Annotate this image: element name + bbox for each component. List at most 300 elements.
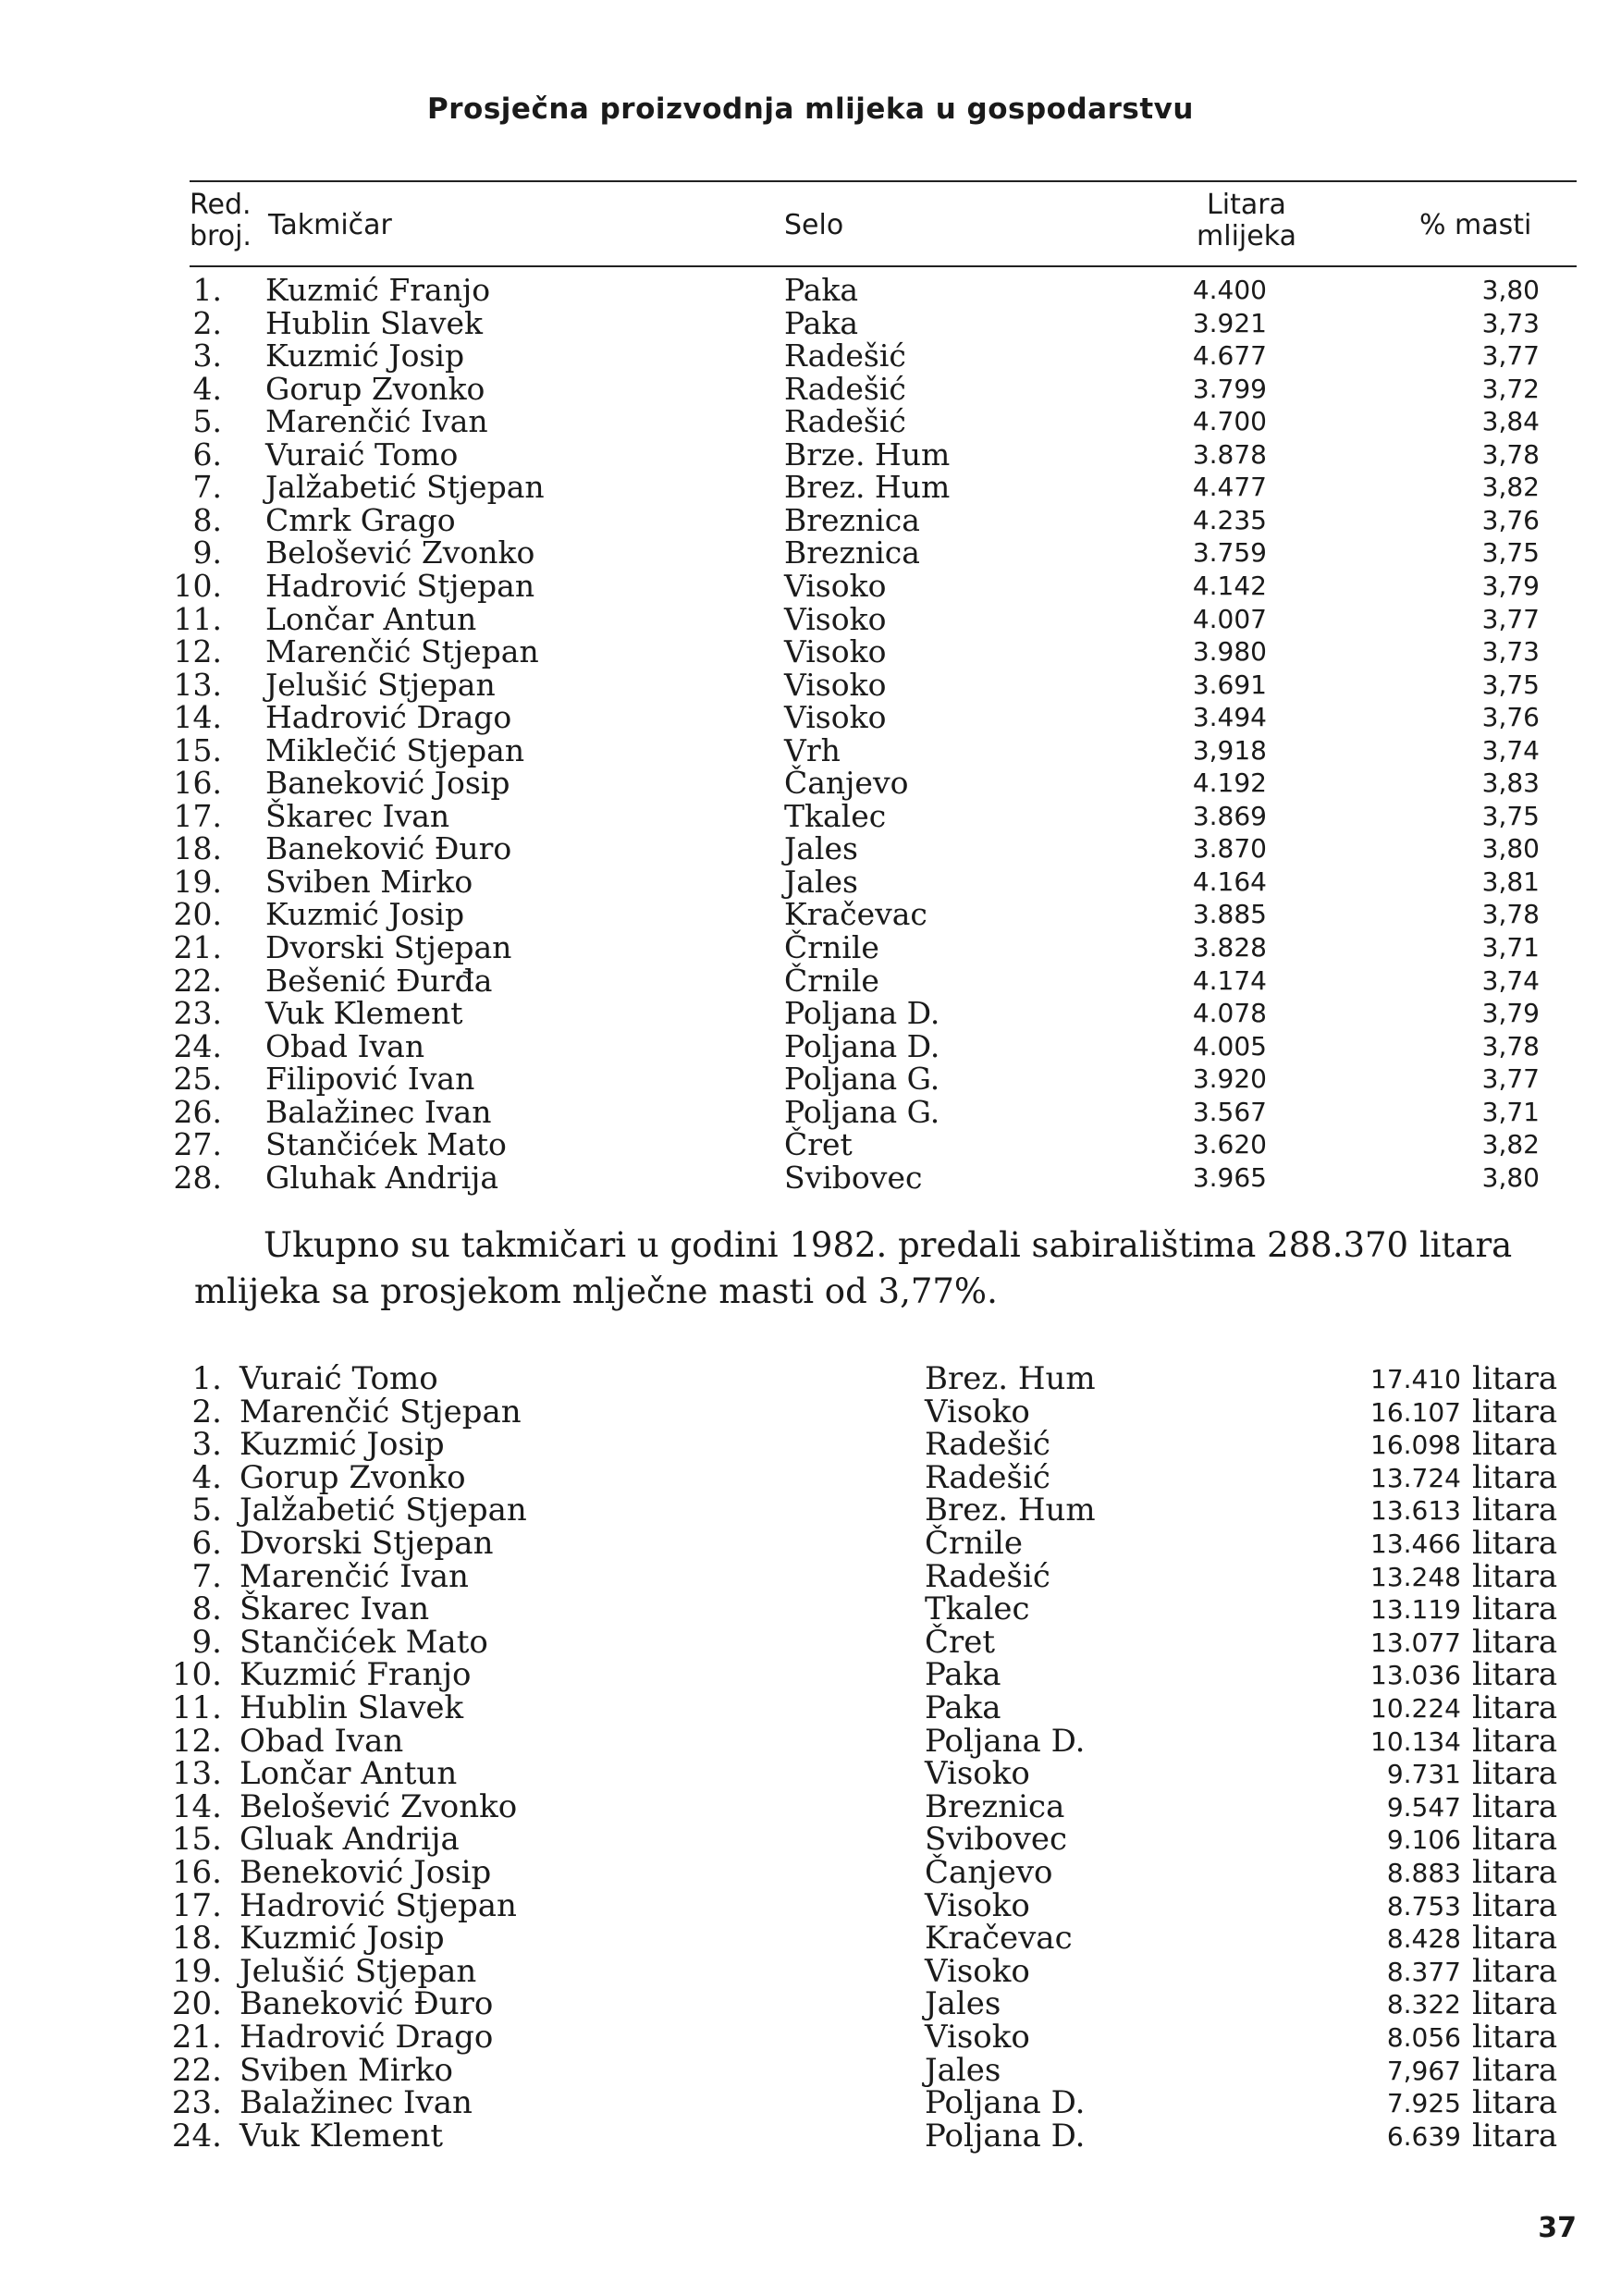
- col-header-selo: Selo: [784, 209, 844, 241]
- litres-value: 17.410: [1370, 1364, 1461, 1394]
- table-row: [0, 1922, 1621, 1956]
- page-title: Prosječna proizvodnja mlijeka u gospodarstvu: [427, 92, 1194, 126]
- table-row: [0, 832, 1621, 866]
- table-row: [0, 1062, 1621, 1096]
- competitor-name: Stančićek Mato: [265, 1126, 507, 1163]
- village-name: Čanjevo: [925, 1854, 1053, 1891]
- litres-value: 16.107: [1370, 1396, 1461, 1428]
- row-number: 5.: [191, 1492, 222, 1529]
- row-number: 8.: [192, 501, 222, 538]
- fat-percent: 3,74: [1481, 964, 1540, 996]
- col-header-red-broj-line1: Red.: [190, 189, 252, 221]
- village-name: Poljana G.: [784, 1061, 940, 1098]
- competitor-name: Miklеčić Stjepan: [265, 731, 525, 768]
- row-number: 24.: [171, 2117, 222, 2155]
- fat-percent: 3,74: [1481, 734, 1540, 766]
- village-name: Kračevac: [784, 896, 927, 933]
- competitor-name: Belošević Zvonko: [265, 534, 535, 571]
- litres-value: 3,918: [1192, 734, 1267, 766]
- competitor-name: Jalžabetić Stjepan: [239, 1492, 527, 1529]
- row-number: 10.: [173, 567, 222, 604]
- competitor-name: Vuk Klement: [265, 995, 463, 1032]
- litres-value: 10.134: [1370, 1725, 1461, 1757]
- litres-unit: litara: [1472, 1886, 1558, 1924]
- litres-value: 4.142: [1192, 570, 1267, 601]
- table-row: [0, 1823, 1621, 1857]
- row-number: 5.: [192, 403, 222, 440]
- row-number: 6.: [192, 436, 222, 473]
- fat-percent: 3,80: [1481, 1161, 1540, 1193]
- table-row: [0, 1393, 1621, 1430]
- row-number: 14.: [173, 699, 222, 736]
- row-number: 17.: [173, 797, 222, 834]
- fat-percent: 3,72: [1481, 373, 1540, 404]
- row-number: 7.: [192, 469, 222, 506]
- fat-percent: 3,78: [1481, 899, 1540, 930]
- row-number: 16.: [171, 1854, 222, 1891]
- fat-percent: 3,84: [1481, 406, 1540, 437]
- village-name: Svibovec: [925, 1821, 1067, 1859]
- row-number: 11.: [171, 1689, 222, 1726]
- row-number: 27.: [173, 1126, 222, 1163]
- table-row: [0, 1689, 1621, 1726]
- village-name: Visoko: [925, 1952, 1030, 1990]
- village-name: Čret: [784, 1126, 853, 1163]
- table-row: [0, 1093, 1621, 1130]
- table-row: [0, 1787, 1621, 1825]
- competitor-name: Sviben Mirko: [265, 863, 473, 900]
- fat-percent: 3,71: [1481, 932, 1540, 963]
- table-row: [0, 931, 1621, 964]
- competitor-name: Vuk Klement: [239, 2117, 444, 2155]
- village-name: Brze. Hum: [784, 436, 951, 473]
- litres-value: 13.119: [1370, 1594, 1461, 1626]
- litres-value: 6.639: [1386, 2120, 1461, 2152]
- village-name: Paka: [925, 1656, 1001, 1694]
- fat-percent: 3,71: [1481, 1096, 1540, 1127]
- litres-unit: litara: [1472, 1590, 1558, 1628]
- fat-percent: 3,77: [1481, 603, 1540, 634]
- litres-unit: litara: [1472, 1985, 1558, 2023]
- summary-paragraph: Ukupno su takmičari u godini 1982. predali sabiralištima 288.370 litara mlijeka sa prosjekom mlječne masti od 3,77%.: [194, 1225, 1513, 1311]
- row-number: 10.: [171, 1656, 222, 1694]
- row-number: 26.: [173, 1093, 222, 1130]
- col-header-red-broj: [190, 190, 252, 252]
- village-name: Poljana D.: [784, 1027, 940, 1064]
- litres-value: 4.235: [1192, 504, 1267, 535]
- fat-percent: 3,80: [1481, 275, 1540, 305]
- village-name: Visoko: [784, 600, 887, 637]
- header-bottom-rule: [190, 265, 1577, 267]
- litres-value: 3.494: [1192, 702, 1267, 733]
- row-number: 14.: [171, 1787, 222, 1825]
- competitor-name: Gluhak Andrija: [265, 1159, 499, 1196]
- table-row: [0, 1128, 1621, 1161]
- competitor-name: Sviben Mirko: [239, 2051, 453, 2089]
- village-name: Paka: [925, 1689, 1001, 1726]
- table-row: [0, 1985, 1621, 2023]
- competitor-name: Marenčić Ivan: [239, 1557, 469, 1595]
- page-number: 37: [1538, 2212, 1577, 2244]
- competitor-name: Vuraić Tomo: [265, 436, 459, 473]
- row-number: 2.: [192, 304, 222, 341]
- col-header-masti: % masti: [1419, 209, 1532, 241]
- litres-value: 3.980: [1192, 636, 1267, 668]
- village-name: Tkalec: [784, 797, 887, 834]
- litres-value: 8.428: [1386, 1923, 1461, 1955]
- competitor-name: Hadrović Stjepan: [265, 567, 535, 604]
- village-name: Radešić: [784, 370, 906, 407]
- competitor-name: Beneković Josip: [239, 1854, 492, 1891]
- row-number: 8.: [191, 1590, 222, 1628]
- fat-percent: 3,73: [1481, 307, 1540, 338]
- row-number: 11.: [173, 600, 222, 637]
- row-number: 7.: [191, 1557, 222, 1595]
- row-number: 9.: [191, 1623, 222, 1661]
- table-row: [0, 2021, 1621, 2055]
- row-number: 19.: [173, 863, 222, 900]
- litres-unit: litara: [1472, 1426, 1558, 1464]
- fat-percent: 3,80: [1481, 833, 1540, 865]
- litres-unit: litara: [1472, 1557, 1558, 1595]
- village-name: Visoko: [925, 2019, 1030, 2056]
- row-number: 1.: [191, 1360, 222, 1397]
- litres-value: 3.885: [1192, 899, 1267, 930]
- litres-value: 3.567: [1192, 1096, 1267, 1127]
- village-name: Paka: [784, 272, 859, 308]
- competitor-name: Škarec Ivan: [239, 1590, 430, 1628]
- village-name: Svibovec: [784, 1159, 923, 1196]
- village-name: Poljana D.: [925, 2117, 1086, 2155]
- fat-percent: 3,79: [1481, 570, 1540, 601]
- table-row: [0, 2051, 1621, 2089]
- litres-value: 13.613: [1370, 1495, 1461, 1527]
- table-row: [0, 536, 1621, 570]
- row-number: 23.: [173, 995, 222, 1032]
- table-row: [0, 567, 1621, 604]
- row-number: 3.: [191, 1426, 222, 1464]
- row-number: 17.: [171, 1886, 222, 1924]
- row-number: 21.: [173, 929, 222, 965]
- row-number: 23.: [171, 2084, 222, 2122]
- competitor-name: Lončar Antun: [239, 1755, 458, 1793]
- competitor-name: Jelušić Stjepan: [265, 666, 496, 703]
- table-row: [0, 2117, 1621, 2155]
- row-number: 1.: [192, 272, 222, 308]
- village-name: Čret: [925, 1623, 996, 1661]
- village-name: Radešić: [925, 1557, 1050, 1595]
- village-name: Paka: [784, 304, 859, 341]
- litres-value: 8.322: [1386, 1989, 1461, 2020]
- competitor-name: Kuzmić Josip: [239, 1920, 445, 1958]
- table-row: [0, 501, 1621, 538]
- row-number: 12.: [171, 1722, 222, 1760]
- village-name: Visoko: [925, 1886, 1030, 1924]
- table-row: [0, 1722, 1621, 1760]
- village-name: Visoko: [925, 1393, 1030, 1430]
- col-header-red-broj-line2: broj.: [190, 220, 252, 252]
- village-name: Poljana D.: [925, 2084, 1086, 2122]
- table-row: [0, 370, 1621, 407]
- litres-unit: litara: [1472, 1755, 1558, 1793]
- table-row: [0, 1755, 1621, 1793]
- litres-unit: litara: [1472, 1393, 1558, 1430]
- fat-percent: 3,82: [1481, 472, 1540, 503]
- row-number: 4.: [191, 1458, 222, 1496]
- table-row: [0, 731, 1621, 768]
- litres-value: 8.753: [1386, 1890, 1461, 1922]
- village-name: Visoko: [784, 633, 887, 670]
- litres-value: 8.377: [1386, 1956, 1461, 1987]
- col-header-litara: [1163, 190, 1330, 252]
- competitor-name: Stančićek Mato: [239, 1623, 488, 1661]
- row-number: 12.: [173, 633, 222, 670]
- village-name: Visoko: [925, 1755, 1030, 1793]
- litres-value: 4.677: [1192, 340, 1267, 372]
- row-number: 22.: [173, 962, 222, 999]
- row-number: 18.: [173, 830, 222, 867]
- row-number: 3.: [192, 338, 222, 374]
- table-row: [0, 1161, 1621, 1195]
- competitor-name: Baneković Đuro: [265, 830, 512, 867]
- litres-value: 4.400: [1192, 275, 1267, 305]
- village-name: Jales: [784, 863, 858, 900]
- col-header-litara-line2: mlijeka: [1197, 220, 1296, 252]
- table-row: [0, 701, 1621, 734]
- fat-percent: 3,78: [1481, 1030, 1540, 1062]
- table-row: [0, 274, 1621, 307]
- litres-value: 3.620: [1192, 1129, 1267, 1160]
- village-name: Jales: [784, 830, 858, 867]
- competitor-name: Dvorski Stjepan: [239, 1525, 494, 1562]
- table-row: [0, 405, 1621, 438]
- row-number: 4.: [192, 370, 222, 407]
- competitor-name: Baneković Josip: [265, 765, 510, 802]
- competitor-name: Marenčić Stjepan: [239, 1393, 522, 1430]
- competitor-name: Balažinec Ivan: [265, 1093, 492, 1130]
- fat-percent: 3,75: [1481, 800, 1540, 831]
- fat-percent: 3,83: [1481, 767, 1540, 799]
- litres-value: 3.691: [1192, 669, 1267, 700]
- litres-unit: litara: [1472, 2117, 1558, 2155]
- village-name: Jales: [925, 2051, 1001, 2089]
- litres-value: 4.477: [1192, 472, 1267, 503]
- litres-value: 16.098: [1370, 1430, 1461, 1461]
- litres-unit: litara: [1472, 1689, 1558, 1726]
- litres-value: 4.005: [1192, 1030, 1267, 1062]
- fat-percent: 3,75: [1481, 537, 1540, 569]
- table-row: [0, 635, 1621, 669]
- fat-percent: 3,81: [1481, 866, 1540, 897]
- competitor-name: Hadrović Drago: [265, 699, 512, 736]
- table-row: [0, 1494, 1621, 1528]
- table-row: [0, 863, 1621, 900]
- col-header-takmicar: Takmičar: [268, 209, 392, 241]
- competitor-name: Marenčić Stjepan: [265, 633, 539, 670]
- table-row: [0, 964, 1621, 998]
- litres-value: 4.007: [1192, 603, 1267, 634]
- competitor-name: Lončar Antun: [265, 600, 477, 637]
- village-name: Visoko: [784, 666, 887, 703]
- village-name: Brez. Hum: [784, 469, 951, 506]
- table-row: [0, 1426, 1621, 1464]
- table-row: [0, 1952, 1621, 1990]
- village-name: Radešić: [925, 1426, 1050, 1464]
- competitor-name: Kuzmić Franjo: [265, 272, 491, 308]
- table-row: [0, 1360, 1621, 1397]
- litres-unit: litara: [1472, 1787, 1558, 1825]
- litres-unit: litara: [1472, 1722, 1558, 1760]
- litres-value: 3.799: [1192, 373, 1267, 404]
- village-name: Čanjevo: [784, 765, 909, 802]
- litres-value: 7,967: [1386, 2055, 1461, 2086]
- competitor-name: Obad Ivan: [239, 1722, 404, 1760]
- table-row: [0, 1458, 1621, 1496]
- competitor-name: Jelušić Stjepan: [239, 1952, 477, 1990]
- litres-unit: litara: [1472, 1952, 1558, 1990]
- litres-unit: litara: [1472, 1656, 1558, 1694]
- litres-value: 10.224: [1370, 1693, 1461, 1724]
- competitor-name: Obad Ivan: [265, 1027, 425, 1064]
- competitor-name: Gluak Andrija: [239, 1821, 460, 1859]
- fat-percent: 3,76: [1481, 504, 1540, 535]
- table-row: [0, 666, 1621, 703]
- table-row: [0, 1590, 1621, 1628]
- litres-value: 3.759: [1192, 537, 1267, 569]
- litres-value: 3.920: [1192, 1063, 1267, 1095]
- litres-value: 13.077: [1370, 1627, 1461, 1658]
- competitor-name: Hadrović Drago: [239, 2019, 494, 2056]
- competitor-name: Balažinec Ivan: [239, 2084, 473, 2122]
- row-number: 20.: [171, 1985, 222, 2023]
- fat-percent: 3,82: [1481, 1129, 1540, 1160]
- litres-value: 8.056: [1386, 2022, 1461, 2053]
- table-row: [0, 797, 1621, 834]
- row-number: 22.: [171, 2051, 222, 2089]
- litres-value: 13.466: [1370, 1529, 1461, 1559]
- row-number: 9.: [192, 534, 222, 571]
- village-name: Črnile: [784, 962, 879, 999]
- village-name: Breznica: [925, 1787, 1065, 1825]
- competitor-name: Gorup Zvonko: [265, 370, 485, 407]
- village-name: Poljana D.: [925, 1722, 1086, 1760]
- table-row: [0, 438, 1621, 472]
- litres-value: 4.164: [1192, 866, 1267, 897]
- village-name: Črnile: [784, 929, 879, 965]
- litres-value: 8.883: [1386, 1858, 1461, 1888]
- litres-value: 9.547: [1386, 1791, 1461, 1823]
- table-row: [0, 471, 1621, 504]
- row-number: 13.: [171, 1755, 222, 1793]
- competitor-name: Hublin Slavek: [239, 1689, 464, 1726]
- village-name: Visoko: [784, 699, 887, 736]
- litres-unit: litara: [1472, 2051, 1558, 2089]
- litres-value: 3.878: [1192, 438, 1267, 470]
- litres-value: 3.870: [1192, 833, 1267, 865]
- village-name: Kračevac: [925, 1920, 1073, 1958]
- village-name: Radešić: [784, 338, 906, 374]
- village-name: Visoko: [784, 567, 887, 604]
- competitor-name: Kuzmić Josip: [265, 896, 465, 933]
- village-name: Vrh: [784, 731, 841, 768]
- competitor-name: Filipović Ivan: [265, 1061, 475, 1098]
- competitor-name: Belošević Zvonko: [239, 1787, 518, 1825]
- row-number: 24.: [173, 1027, 222, 1064]
- village-name: Jales: [925, 1985, 1001, 2023]
- row-number: 21.: [171, 2019, 222, 2056]
- village-name: Poljana G.: [784, 1093, 940, 1130]
- litres-value: 4.174: [1192, 964, 1267, 996]
- litres-unit: litara: [1472, 2019, 1558, 2056]
- table-row: [0, 304, 1621, 341]
- village-name: Poljana D.: [784, 995, 940, 1032]
- litres-value: 3.965: [1192, 1161, 1267, 1193]
- village-name: Tkalec: [925, 1590, 1030, 1628]
- col-header-litara-line1: Litara: [1207, 189, 1286, 221]
- row-number: 18.: [171, 1920, 222, 1958]
- village-name: Brez. Hum: [925, 1360, 1096, 1397]
- village-name: Breznica: [784, 501, 920, 538]
- litres-unit: litara: [1472, 1821, 1558, 1859]
- competitor-name: Hadrović Stjepan: [239, 1886, 517, 1924]
- litres-value: 3.869: [1192, 800, 1267, 831]
- litres-unit: litara: [1472, 2084, 1558, 2122]
- litres-unit: litara: [1472, 1920, 1558, 1958]
- table-row: [0, 1525, 1621, 1562]
- table-row: [0, 997, 1621, 1030]
- table-row: [0, 1886, 1621, 1924]
- row-number: 25.: [173, 1061, 222, 1098]
- village-name: Črnile: [925, 1525, 1024, 1562]
- litres-value: 3.921: [1192, 307, 1267, 338]
- table-row: [0, 1623, 1621, 1661]
- table-row: [0, 1557, 1621, 1595]
- fat-percent: 3,78: [1481, 438, 1540, 470]
- village-name: Breznica: [784, 534, 920, 571]
- litres-value: 3.828: [1192, 932, 1267, 963]
- fat-percent: 3,73: [1481, 636, 1540, 668]
- table-row: [0, 1854, 1621, 1891]
- row-number: 6.: [191, 1525, 222, 1562]
- row-number: 28.: [173, 1159, 222, 1196]
- competitor-name: Hublin Slavek: [265, 304, 484, 341]
- fat-percent: 3,79: [1481, 998, 1540, 1029]
- table-row: [0, 767, 1621, 800]
- village-name: Brez. Hum: [925, 1492, 1096, 1529]
- row-number: 16.: [173, 765, 222, 802]
- row-number: 13.: [173, 666, 222, 703]
- row-number: 19.: [171, 1952, 222, 1990]
- competitor-name: Dvorski Stjepan: [265, 929, 512, 965]
- table-row: [0, 898, 1621, 931]
- row-number: 2.: [191, 1393, 222, 1430]
- litres-value: 9.106: [1386, 1824, 1461, 1856]
- litres-unit: litara: [1472, 1360, 1558, 1397]
- competitor-name: Marenčić Ivan: [265, 403, 488, 440]
- fat-percent: 3,77: [1481, 340, 1540, 372]
- header-top-rule: [190, 180, 1577, 182]
- row-number: 15.: [171, 1821, 222, 1859]
- village-name: Radešić: [925, 1458, 1050, 1496]
- litres-value: 13.036: [1370, 1660, 1461, 1691]
- competitor-name: Baneković Đuro: [239, 1985, 494, 2023]
- litres-value: 4.700: [1192, 406, 1267, 437]
- table-row: [0, 1027, 1621, 1064]
- competitor-name: Kuzmić Josip: [265, 338, 465, 374]
- competitor-name: Vuraić Tomo: [239, 1360, 438, 1397]
- litres-value: 13.724: [1370, 1462, 1461, 1493]
- fat-percent: 3,76: [1481, 702, 1540, 733]
